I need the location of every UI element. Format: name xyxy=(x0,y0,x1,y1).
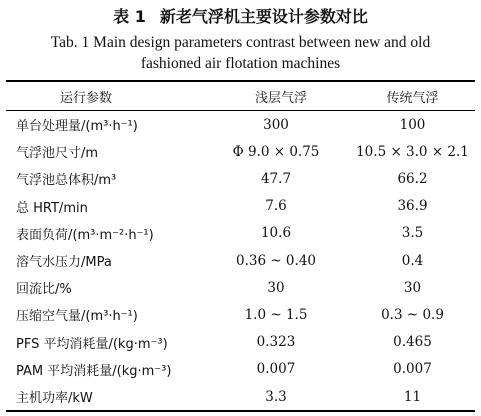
table-row xyxy=(6,165,475,192)
table-number: 表 1 xyxy=(113,7,146,26)
shallow-value-cell: 47.7 xyxy=(260,170,292,187)
header-shallow-flotation: 浅层气浮 xyxy=(254,91,307,106)
table-row xyxy=(6,193,475,220)
table-row xyxy=(6,247,475,274)
traditional-value-cell: 10.5 × 3.0 × 2.1 xyxy=(356,143,469,160)
table-row xyxy=(6,383,475,410)
table-row xyxy=(6,220,475,247)
shallow-value-cell: 3.3 xyxy=(265,388,287,405)
shallow-value-cell: 0.323 xyxy=(256,334,296,351)
parameter-cell: 总 HRT/min xyxy=(16,200,88,216)
parameter-cell: PAM 平均消耗量/(kg·m⁻³) xyxy=(16,363,172,379)
parameter-cell: 主机功率/kW xyxy=(16,391,93,406)
parameter-cell: 溶气水压力/MPa xyxy=(16,255,112,270)
traditional-value-cell: 0.3 ~ 0.9 xyxy=(381,306,444,323)
shallow-value-cell: 0.007 xyxy=(256,361,296,378)
shallow-value-cell: 7.6 xyxy=(265,198,287,215)
table-header-row xyxy=(6,83,475,110)
shallow-value-cell: 10.6 xyxy=(260,225,292,242)
table-bottom-rule xyxy=(6,410,475,412)
parameter-cell: 表面负荷/(m³·m⁻²·h⁻¹) xyxy=(16,227,154,243)
table-top-rule xyxy=(6,80,475,82)
table-caption-english xyxy=(8,32,473,74)
shallow-value-cell: 30 xyxy=(267,279,285,296)
header-parameter: 运行参数 xyxy=(60,91,113,106)
caption-english-line-2: fashioned air flotation machines xyxy=(140,55,341,72)
traditional-value-cell: 36.9 xyxy=(397,198,428,215)
table-title-chinese: 新老气浮机主要设计参数对比 xyxy=(159,7,368,26)
traditional-value-cell: 0.465 xyxy=(393,334,432,351)
table-row xyxy=(6,111,475,138)
parameter-cell: 压缩空气量/(m³·h⁻¹) xyxy=(16,309,138,325)
table-row xyxy=(6,301,475,328)
table-caption-chinese xyxy=(0,4,481,27)
table-row xyxy=(6,138,475,165)
parameter-cell: PFS 平均消耗量/(kg·m⁻³) xyxy=(16,336,168,352)
parameter-cell: 回流比/% xyxy=(16,282,72,298)
traditional-value-cell: 11 xyxy=(403,388,422,405)
parameter-cell: 单台处理量/(m³·h⁻¹) xyxy=(16,119,138,134)
shallow-value-cell: 300 xyxy=(263,116,289,133)
parameter-cell: 气浮池尺寸/m xyxy=(16,146,99,162)
shallow-value-cell: 0.36 ~ 0.40 xyxy=(235,252,316,269)
table-row xyxy=(6,329,475,356)
shallow-value-cell: 1.0 ~ 1.5 xyxy=(244,306,308,323)
traditional-value-cell: 0.007 xyxy=(393,361,432,378)
traditional-value-cell: 100 xyxy=(399,116,426,133)
traditional-value-cell: 3.5 xyxy=(401,225,424,242)
traditional-value-cell: 30 xyxy=(403,279,422,296)
header-traditional-flotation: 传统气浮 xyxy=(386,91,439,106)
traditional-value-cell: 66.2 xyxy=(397,170,428,187)
traditional-value-cell: 0.4 xyxy=(401,252,424,269)
parameter-cell: 气浮池总体积/m³ xyxy=(16,173,117,189)
table-row xyxy=(6,274,475,301)
table-row xyxy=(6,356,475,383)
shallow-value-cell: Φ 9.0 × 0.75 xyxy=(232,143,320,160)
caption-english-line-1: Tab. 1 Main design parameters contrast between new and old xyxy=(50,34,431,51)
